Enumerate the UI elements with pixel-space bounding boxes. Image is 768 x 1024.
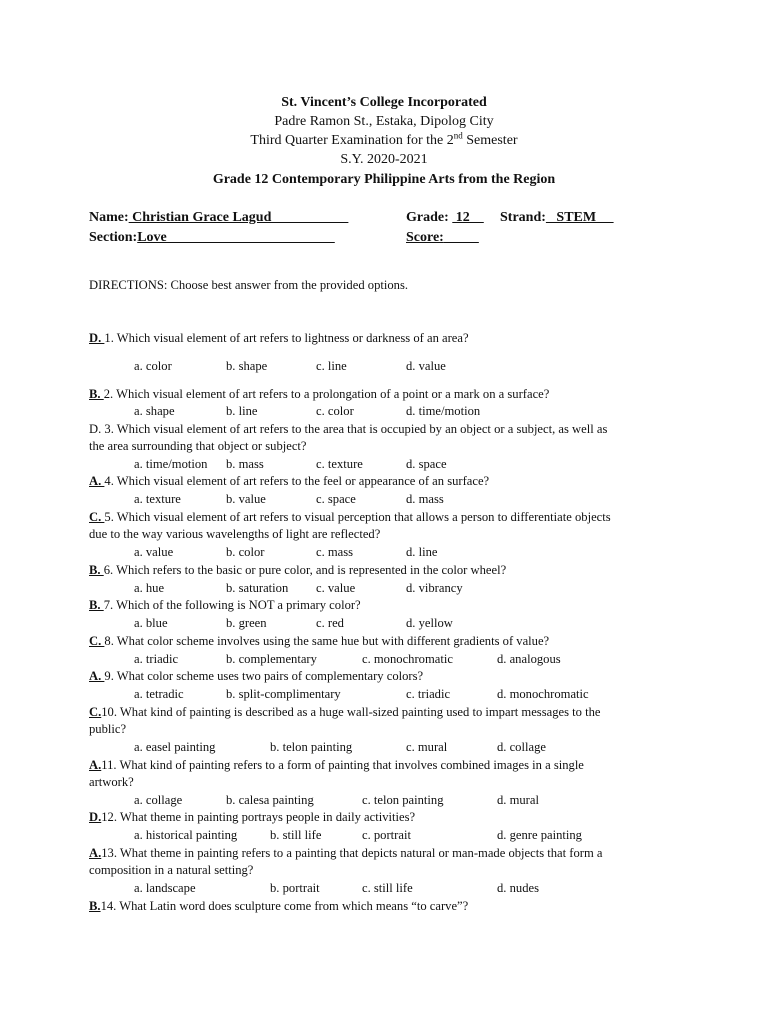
- q7-option-d: d. yellow: [406, 616, 453, 630]
- q8-option-b: b. complementary: [226, 652, 317, 666]
- grade-field: Grade: 12: [406, 210, 484, 225]
- question-8-text: 8. What color scheme involves using the same hue but with different gradients of value?: [104, 634, 550, 648]
- q6-option-d: d. vibrancy: [406, 581, 463, 595]
- q10-option-b: b. telon painting: [270, 740, 353, 754]
- question-12-text: 12. What theme in painting portrays people in daily activities?: [101, 810, 416, 824]
- strand-field: [500, 210, 614, 226]
- q4-option-a: a. texture: [134, 492, 181, 506]
- q5-option-c: c. mass: [316, 545, 354, 559]
- q10-option-c: c. mural: [406, 740, 448, 754]
- q11-option-a: a. collage: [134, 793, 183, 807]
- school-address: Padre Ramon St., Estaka, Dipolog City: [274, 114, 494, 129]
- question-10-text: 10. What kind of painting is described as a huge wall-sized painting used to impart messages to the: [101, 705, 601, 719]
- q8-option-c: c. monochromatic: [362, 652, 453, 666]
- q2-option-a: a. shape: [134, 404, 175, 418]
- q13-option-a: a. landscape: [134, 881, 196, 895]
- question-4-text: 4. Which visual element of art refers to the feel or appearance of an surface?: [104, 474, 490, 488]
- q12-option-c: c. portrait: [362, 828, 411, 842]
- subject-title: Grade 12 Contemporary Philippine Arts from the Region: [212, 172, 556, 187]
- question-3-line-2: the area surrounding that object or subject?: [89, 439, 307, 453]
- question-10: [89, 704, 600, 720]
- q9-option-a: a. tetradic: [134, 687, 184, 701]
- school-year: S.Y. 2020-2021: [340, 152, 428, 167]
- q10-option-a: a. easel painting: [134, 740, 216, 754]
- question-5: [89, 509, 611, 525]
- question-5-line-2: due to the way various wavelengths of light are reflected?: [89, 527, 381, 541]
- question-9: [89, 668, 423, 684]
- q6-option-a: a. hue: [134, 581, 165, 595]
- q9-option-d: d. monochromatic: [497, 687, 589, 701]
- answer-12: D.: [89, 810, 102, 824]
- q12-option-d: d. genre painting: [497, 828, 582, 842]
- question-9-text: 9. What color scheme uses two pairs of complementary colors?: [104, 669, 424, 683]
- q7-option-c: c. red: [316, 616, 344, 630]
- q4-option-c: c. space: [316, 492, 356, 506]
- strand-value: _STEM: [545, 210, 614, 225]
- q1-option-a: a. color: [134, 359, 172, 373]
- question-3-line-1: D. 3. Which visual element of art refers to the area that is occupied by an object or a subject, as well as: [89, 422, 608, 436]
- answer-4: A.: [89, 474, 105, 488]
- q13-option-d: d. nudes: [497, 881, 539, 895]
- grade-value: 12: [452, 210, 484, 225]
- answer-8: C.: [89, 634, 105, 648]
- question-13-text: 13. What theme in painting refers to a painting that depicts natural or man-made objects that form a: [101, 846, 603, 860]
- question-11-line-2: artwork?: [89, 775, 134, 789]
- question-14: [89, 898, 468, 914]
- question-5-text: 5. Which visual element of art refers to visual perception that allows a person to differentiate objects: [104, 510, 611, 524]
- q8-option-a: a. triadic: [134, 652, 179, 666]
- q6-option-b: b. saturation: [226, 581, 289, 595]
- q3-option-a: a. time/motion: [134, 457, 208, 471]
- question-1: [89, 330, 469, 346]
- score-value: [444, 230, 479, 245]
- answer-13: A.: [89, 846, 102, 860]
- q3-option-d: d. space: [406, 457, 447, 471]
- score-field: [406, 230, 479, 246]
- q5-option-b: b. color: [226, 545, 265, 559]
- q1-option-c: c. line: [316, 359, 347, 373]
- q4-option-d: d. mass: [406, 492, 444, 506]
- question-2-text: 2. Which visual element of art refers to a prolongation of a point or a mark on a surface?: [103, 387, 550, 401]
- grade-label: Grade: [406, 210, 445, 225]
- q1-option-b: b. shape: [226, 359, 268, 373]
- q4-option-b: b. value: [226, 492, 266, 506]
- answer-6: B.: [89, 563, 104, 577]
- answer-1: D.: [89, 331, 105, 345]
- school-name: St. Vincent’s College Incorporated: [281, 95, 487, 110]
- score-label: Score:: [406, 230, 444, 245]
- q11-option-d: d. mural: [497, 793, 539, 807]
- question-10-line-2: public?: [89, 722, 127, 736]
- q11-option-b: b. calesa painting: [226, 793, 314, 807]
- q3-option-c: c. texture: [316, 457, 363, 471]
- question-7: [89, 597, 361, 613]
- q12-option-a: a. historical painting: [134, 828, 238, 842]
- exam-title-suffix: Semester: [462, 133, 518, 148]
- question-12: [89, 809, 415, 825]
- question-1-text: 1. Which visual element of art refers to lightness or darkness of an area?: [104, 331, 469, 345]
- question-11: [89, 757, 584, 773]
- question-2: [89, 386, 549, 402]
- section-value: Love: [137, 230, 335, 245]
- q3-option-b: b. mass: [226, 457, 264, 471]
- name-field: [89, 210, 348, 226]
- question-7-text: 7. Which of the following is NOT a primary color?: [103, 598, 361, 612]
- question-6: [89, 562, 506, 578]
- section-field: [89, 230, 335, 246]
- answer-14: B.: [89, 899, 101, 913]
- q9-option-b: b. split-complimentary: [226, 687, 341, 701]
- q2-option-d: d. time/motion: [406, 404, 481, 418]
- strand-label: Strand:: [500, 210, 546, 225]
- name-label: Name:: [89, 210, 129, 225]
- section-label: Section:: [89, 230, 138, 245]
- question-14-text: 14. What Latin word does sculpture come from which means “to carve”?: [100, 899, 469, 913]
- question-8: [89, 633, 549, 649]
- q2-option-b: b. line: [226, 404, 258, 418]
- q13-option-c: c. still life: [362, 881, 413, 895]
- q11-option-c: c. telon painting: [362, 793, 444, 807]
- answer-7: B.: [89, 598, 104, 612]
- q8-option-d: d. analogous: [497, 652, 561, 666]
- q12-option-b: b. still life: [270, 828, 322, 842]
- question-13: [89, 845, 603, 861]
- answer-10: C.: [89, 705, 102, 719]
- name-value: Christian Grace Lagud: [128, 210, 349, 225]
- q6-option-c: c. value: [316, 581, 356, 595]
- answer-2: B.: [89, 387, 104, 401]
- q13-option-b: b. portrait: [270, 881, 320, 895]
- q7-option-b: b. green: [226, 616, 267, 630]
- q9-option-c: c. triadic: [406, 687, 451, 701]
- question-13-line-2: composition in a natural setting?: [89, 863, 254, 877]
- answer-11: A.: [89, 758, 102, 772]
- q1-option-d: d. value: [406, 359, 446, 373]
- answer-9: A.: [89, 669, 105, 683]
- q5-option-a: a. value: [134, 545, 174, 559]
- q7-option-a: a. blue: [134, 616, 168, 630]
- question-4: [89, 473, 489, 489]
- question-6-text: 6. Which refers to the basic or pure color, and is represented in the color wheel?: [103, 563, 507, 577]
- directions: DIRECTIONS: Choose best answer from the provided options.: [89, 278, 409, 292]
- question-11-text: 11. What kind of painting refers to a form of painting that involves combined images in a single: [101, 758, 584, 772]
- q10-option-d: d. collage: [497, 740, 546, 754]
- answer-5: C.: [89, 510, 105, 524]
- q2-option-c: c. color: [316, 404, 354, 418]
- exam-title-prefix: Third Quarter Examination for the 2: [250, 133, 454, 148]
- exam-title: [0, 130, 768, 149]
- exam-title-superscript: nd: [453, 130, 463, 141]
- q5-option-d: d. line: [406, 545, 438, 559]
